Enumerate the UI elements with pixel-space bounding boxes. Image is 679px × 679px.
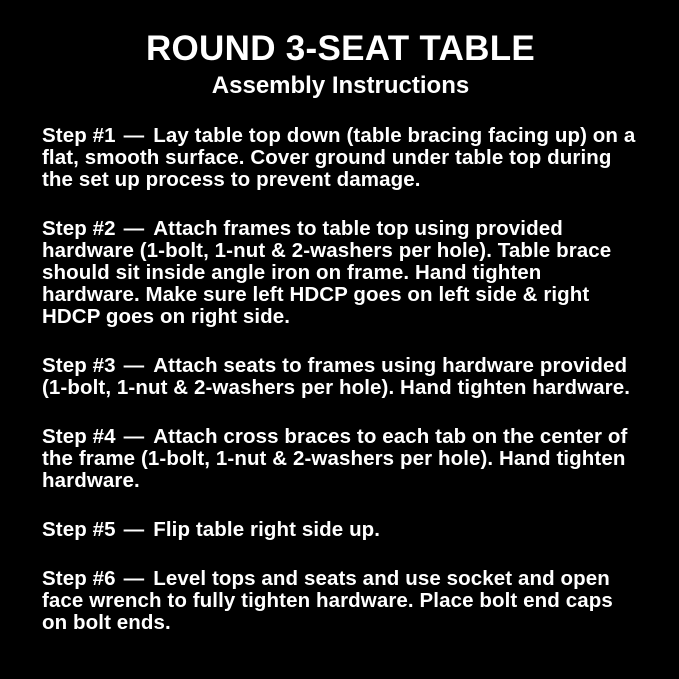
step-4 — [42, 426, 639, 492]
step-6-text: Level tops and seats and use socket and open face wrench to fully tighten hardware. Place bolt end caps on bolt ends. — [42, 567, 613, 634]
steps-list — [42, 125, 639, 634]
step-1-dash: — — [123, 124, 145, 147]
step-1 — [42, 125, 639, 191]
step-3 — [42, 355, 639, 399]
step-1-text: Lay table top down (table bracing facing up) on a flat, smooth surface. Cover ground under table top during the set up process to prevent damage. — [42, 124, 636, 191]
step-6 — [42, 568, 639, 634]
step-2-dash: — — [123, 217, 145, 240]
step-5-label: Step #5 — [42, 518, 116, 541]
step-4-label: Step #4 — [42, 425, 116, 448]
poster-title: ROUND 3-SEAT TABLE — [145, 29, 536, 68]
step-2-label: Step #2 — [42, 217, 116, 240]
poster-subtitle: Assembly Instructions — [211, 72, 470, 99]
step-5 — [42, 519, 639, 541]
step-5-dash: — — [123, 518, 145, 541]
step-3-dash: — — [123, 354, 145, 377]
step-6-label: Step #6 — [42, 567, 116, 590]
step-1-label: Step #1 — [42, 124, 116, 147]
step-3-text: Attach seats to frames using hardware provided (1-bolt, 1-nut & 2-washers per hole). Hand tighten hardware. — [42, 354, 631, 399]
step-4-text: Attach cross braces to each tab on the center of the frame (1-bolt, 1-nut & 2-washers per hole). Hand tighten hardware. — [42, 425, 628, 492]
step-2-text: Attach frames to table top using provided hardware (1-bolt, 1-nut & 2-washers per hole). Table brace should sit inside angle iron on frame. Hand tighten hardware. Make sure left HDCP goes on left side & right HDCP goes on right side. — [42, 217, 612, 328]
step-5-text: Flip table right side up. — [153, 518, 381, 541]
step-2 — [42, 218, 639, 328]
step-4-dash: — — [123, 425, 145, 448]
step-6-dash: — — [123, 567, 145, 590]
step-3-label: Step #3 — [42, 354, 116, 377]
